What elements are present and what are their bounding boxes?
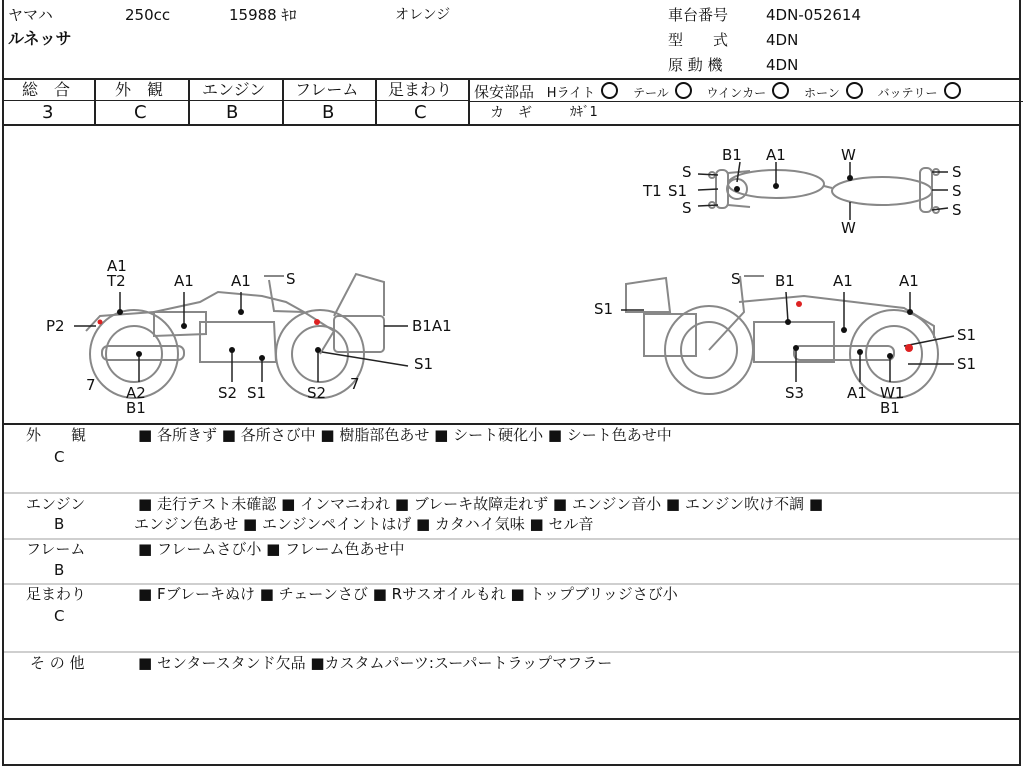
- section-text-frame: ■ フレームさび小 ■ フレーム色あせ中: [138, 540, 405, 558]
- mark-right-s: S: [731, 270, 741, 288]
- mark-left-b1: B1: [126, 399, 146, 417]
- mark-top-s1: S1: [668, 182, 688, 200]
- mark-right-a1: A1: [833, 272, 853, 290]
- top-view-outline: [709, 168, 939, 213]
- mark-right-w1: W1: [880, 384, 905, 402]
- section-title-other: そ の 他: [30, 654, 85, 672]
- left-view-outline: [86, 270, 384, 398]
- safety-parts-row: [474, 82, 961, 100]
- score-value-engine: B: [226, 102, 239, 123]
- mark-left-s2: S2: [307, 384, 327, 402]
- score-label-total: 総 合: [22, 80, 71, 99]
- section-text-suspension: ■ Fブレーキぬけ ■ チェーンさび ■ Rサスオイルもれ ■ トップブリッジさび小: [138, 585, 678, 603]
- motorcycle-diagram: [4, 126, 1023, 424]
- mark-left-a2: A2: [126, 384, 146, 402]
- section-grade-engine: B: [54, 515, 65, 533]
- divider: [4, 718, 1019, 720]
- mark-top-s: S: [682, 163, 692, 181]
- section-title-frame: フレーム: [26, 540, 86, 558]
- mark-top-t1: T1: [643, 182, 662, 200]
- score-label-exterior: 外 観: [115, 80, 164, 99]
- divider: [4, 423, 1019, 425]
- mark-right-a1: A1: [847, 384, 867, 402]
- score-value-suspension: C: [414, 102, 427, 123]
- score-value-exterior: C: [134, 102, 147, 123]
- mark-top-w: W: [841, 219, 856, 237]
- mark-left-a1: A1: [107, 257, 127, 275]
- mark-left-a1: A1: [174, 272, 194, 290]
- section-text-exterior: ■ 各所きず ■ 各所さび中 ■ 樹脂部色あせ ■ シート硬化小 ■ シート色あせ中: [138, 426, 672, 444]
- frame-no-label: 車台番号: [668, 6, 729, 24]
- section-text-engine-2: エンジン色あせ ■ エンジンペイントはげ ■ カタハイ気味 ■ セル音: [134, 515, 594, 533]
- mark-top-b1: B1: [722, 146, 742, 164]
- mark-left-a1: A1: [231, 272, 251, 290]
- mark-right-b1: B1: [880, 399, 900, 417]
- mark-left-7: 7: [350, 375, 360, 393]
- mark-top-w: W: [841, 146, 856, 164]
- mark-left-s1: S1: [247, 384, 267, 402]
- mark-left-s2: S2: [218, 384, 238, 402]
- section-grade-exterior: C: [54, 448, 65, 466]
- inspection-sheet: [2, 0, 1021, 766]
- mark-top-s: S: [682, 199, 692, 217]
- type-label: 型 式: [668, 31, 729, 49]
- ok-circle-icon: [944, 82, 961, 99]
- maker: ヤマハ: [8, 6, 53, 24]
- safety-item-winker: ウインカー: [706, 86, 767, 100]
- safety-item-horn: ホーン: [803, 86, 840, 100]
- section-text-engine-1: ■ 走行テスト未確認 ■ インマニわれ ■ ブレーキ故障走れず ■ エンジン音小 ■ エンジン吹け不調 ■: [138, 495, 824, 513]
- score-value-frame: B: [322, 102, 335, 123]
- score-label-suspension: 足まわり: [388, 80, 453, 99]
- right-view-outline: [626, 272, 938, 398]
- key-value: ｶｷﾞ1: [570, 105, 598, 120]
- mark-left-7: 7: [86, 376, 96, 394]
- mark-right-a1: A1: [899, 272, 919, 290]
- ok-circle-icon: [601, 82, 618, 99]
- mark-left-p2: P2: [46, 317, 65, 335]
- engine-value: 4DN: [766, 56, 799, 74]
- mark-right-s1: S1: [957, 326, 977, 344]
- safety-item-tail: テール: [632, 86, 669, 100]
- mark-top-s: S: [952, 201, 962, 219]
- mark-left-s: S: [286, 270, 296, 288]
- type-value: 4DN: [766, 31, 799, 49]
- mark-top-s: S: [952, 182, 962, 200]
- section-grade-suspension: C: [54, 607, 65, 625]
- ok-circle-icon: [772, 82, 789, 99]
- section-title-exterior: 外 観: [26, 426, 87, 444]
- engine-label: 原 動 機: [668, 56, 723, 74]
- color: オレンジ: [395, 7, 451, 23]
- score-label-frame: フレーム: [295, 80, 359, 99]
- mark-left-s1: S1: [414, 355, 434, 373]
- section-grade-frame: B: [54, 561, 65, 579]
- ok-circle-icon: [675, 82, 692, 99]
- mark-right-s1: S1: [957, 355, 977, 373]
- ok-circle-icon: [846, 82, 863, 99]
- mark-top-s: S: [952, 163, 962, 181]
- safety-item-battery: バッテリー: [877, 86, 938, 100]
- model-name: ルネッサ: [8, 29, 72, 48]
- mark-left-t2: T2: [107, 272, 126, 290]
- mark-right-b1: B1: [775, 272, 795, 290]
- mark-right-s1: S1: [594, 300, 614, 318]
- section-title-suspension: 足まわり: [26, 585, 87, 603]
- mark-left-b1a1: B1A1: [412, 317, 452, 335]
- section-text-other: ■ センタースタンド欠品 ■カスタムパーツ:スーパートラップマフラー: [138, 654, 613, 672]
- key-label: カ ギ: [490, 105, 532, 121]
- safety-title: 保安部品: [474, 83, 535, 101]
- mileage: 15988 ｷﾛ: [229, 6, 297, 24]
- safety-item-headlight: Hライト: [546, 86, 596, 101]
- mark-top-a1: A1: [766, 146, 786, 164]
- frame-no: 4DN-052614: [766, 6, 861, 24]
- section-title-engine: エンジン: [26, 495, 86, 513]
- displacement: 250cc: [125, 6, 171, 24]
- score-value-total: 3: [42, 102, 54, 123]
- mark-right-s3: S3: [785, 384, 805, 402]
- score-label-engine: エンジン: [202, 80, 266, 99]
